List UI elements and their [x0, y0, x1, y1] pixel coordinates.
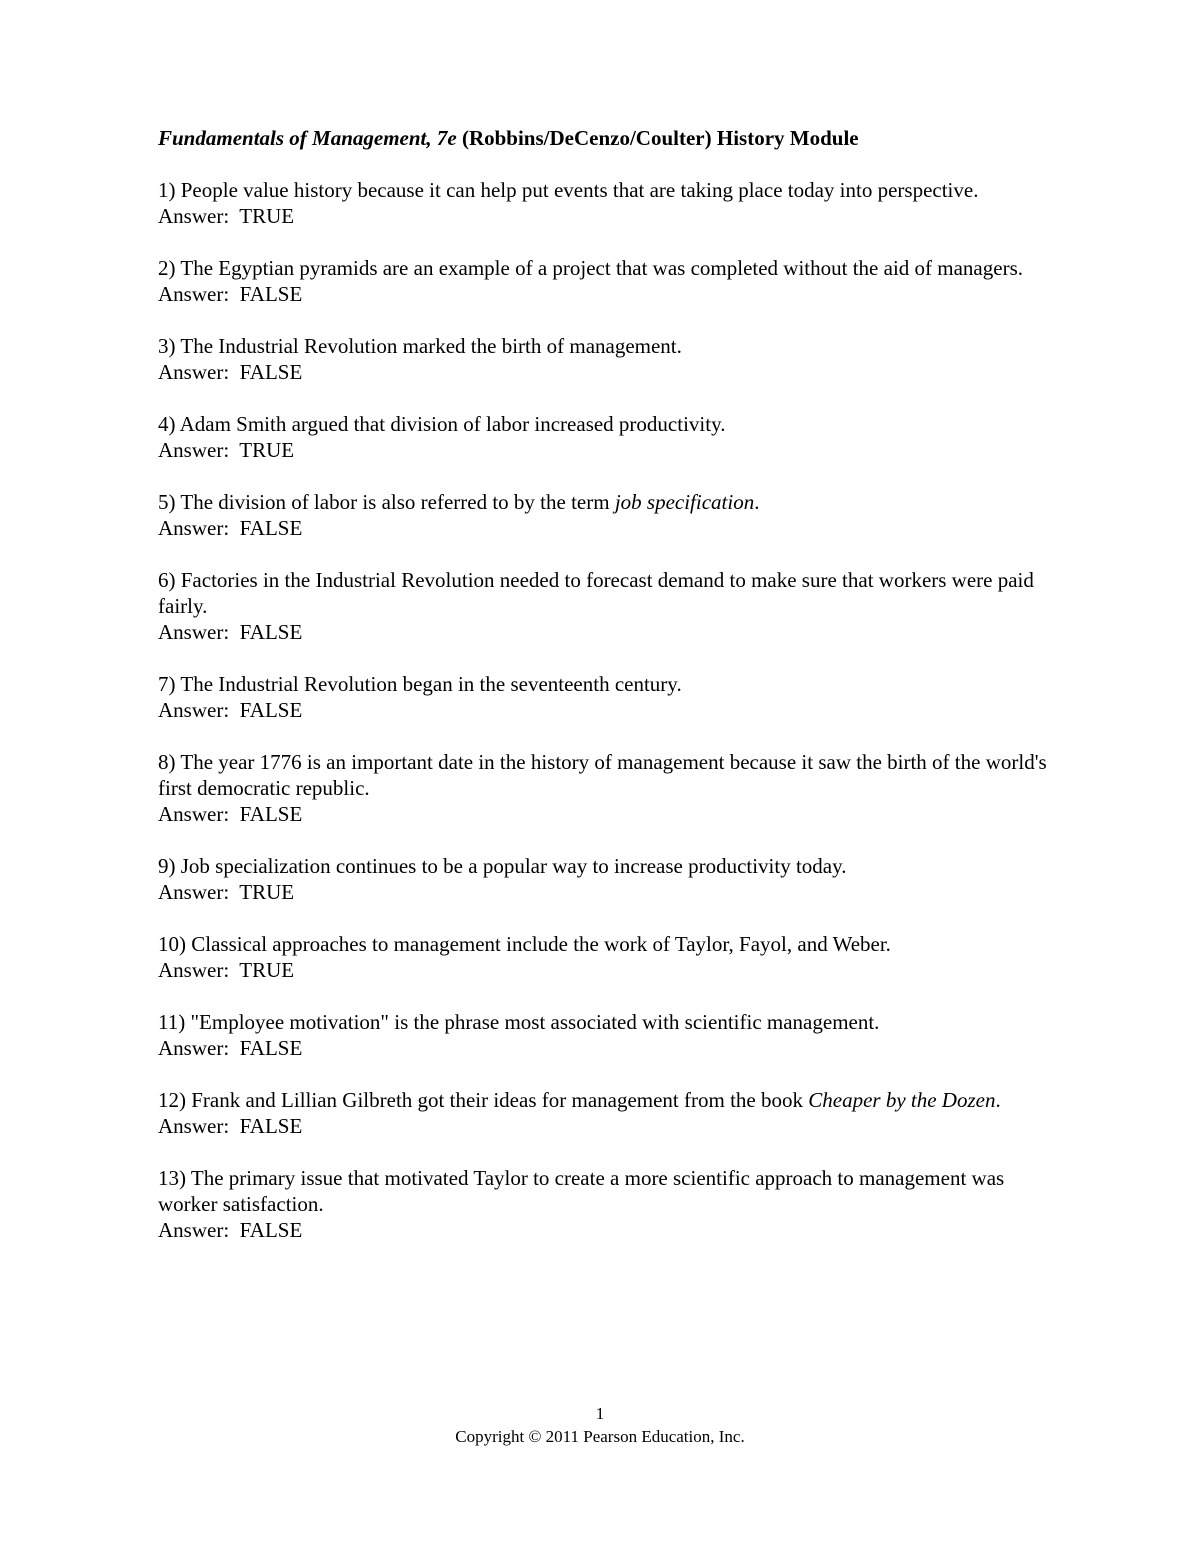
- question-answer: Answer: FALSE: [158, 360, 303, 384]
- page-number: 1: [595, 1404, 605, 1423]
- question-text: 13) The primary issue that motivated Taylor to create a more scientific approach to management was worker satisfaction.: [158, 1166, 1005, 1216]
- question-answer: Answer: FALSE: [158, 282, 303, 306]
- question-text: 8) The year 1776 is an important date in the history of management because it saw the birth of the world's first democratic republic.: [158, 750, 1047, 800]
- question-13: [158, 1165, 1058, 1243]
- question-6: [158, 567, 1058, 645]
- question-12: [158, 1087, 1058, 1139]
- question-3: [158, 333, 1058, 385]
- question-text-italic: job specification: [614, 490, 755, 514]
- question-4: [158, 411, 1058, 463]
- question-10: [158, 931, 1058, 983]
- question-answer: Answer: FALSE: [158, 1218, 303, 1242]
- question-answer: Answer: FALSE: [158, 1036, 303, 1060]
- question-answer: Answer: FALSE: [158, 698, 303, 722]
- question-answer: Answer: FALSE: [158, 1114, 303, 1138]
- document-page: [158, 125, 1058, 1269]
- question-text: 11) "Employee motivation" is the phrase most associated with scientific management.: [158, 1010, 880, 1034]
- question-text-italic: Cheaper by the Dozen: [808, 1088, 996, 1112]
- question-text-after: .: [995, 1088, 1001, 1112]
- question-answer: Answer: FALSE: [158, 516, 303, 540]
- document-title: [158, 125, 1058, 151]
- question-text: 2) The Egyptian pyramids are an example of a project that was completed without the aid of managers.: [158, 256, 1023, 280]
- copyright-notice: Copyright © 2011 Pearson Education, Inc.: [455, 1427, 745, 1446]
- question-answer: Answer: TRUE: [158, 204, 295, 228]
- book-title: Fundamentals of Management, 7e: [158, 126, 457, 150]
- question-text-before: 12) Frank and Lillian Gilbreth got their ideas for management from the book: [158, 1088, 809, 1112]
- question-text: [158, 1087, 1058, 1113]
- question-text: 9) Job specialization continues to be a popular way to increase productivity today.: [158, 854, 847, 878]
- question-answer: Answer: FALSE: [158, 802, 303, 826]
- question-7: [158, 671, 1058, 723]
- question-1: [158, 177, 1058, 229]
- question-text-after: .: [754, 490, 760, 514]
- question-9: [158, 853, 1058, 905]
- question-text-before: 5) The division of labor is also referred to by the term: [158, 490, 615, 514]
- question-text: 6) Factories in the Industrial Revolution needed to forecast demand to make sure that workers were paid fairly.: [158, 568, 1034, 618]
- question-11: [158, 1009, 1058, 1061]
- question-answer: Answer: TRUE: [158, 958, 295, 982]
- question-2: [158, 255, 1058, 307]
- question-answer: Answer: TRUE: [158, 438, 295, 462]
- question-text: [158, 489, 1058, 515]
- question-text: 3) The Industrial Revolution marked the birth of management.: [158, 334, 682, 358]
- question-5: [158, 489, 1058, 541]
- question-8: [158, 749, 1058, 827]
- title-rest: (Robbins/DeCenzo/Coulter) History Module: [456, 126, 859, 150]
- question-answer: Answer: TRUE: [158, 880, 295, 904]
- question-text: 4) Adam Smith argued that division of labor increased productivity.: [158, 412, 726, 436]
- question-text: 10) Classical approaches to management include the work of Taylor, Fayol, and Weber.: [158, 932, 891, 956]
- question-text: 1) People value history because it can help put events that are taking place today into perspective.: [158, 178, 979, 202]
- question-text: 7) The Industrial Revolution began in the seventeenth century.: [158, 672, 682, 696]
- question-answer: Answer: FALSE: [158, 620, 303, 644]
